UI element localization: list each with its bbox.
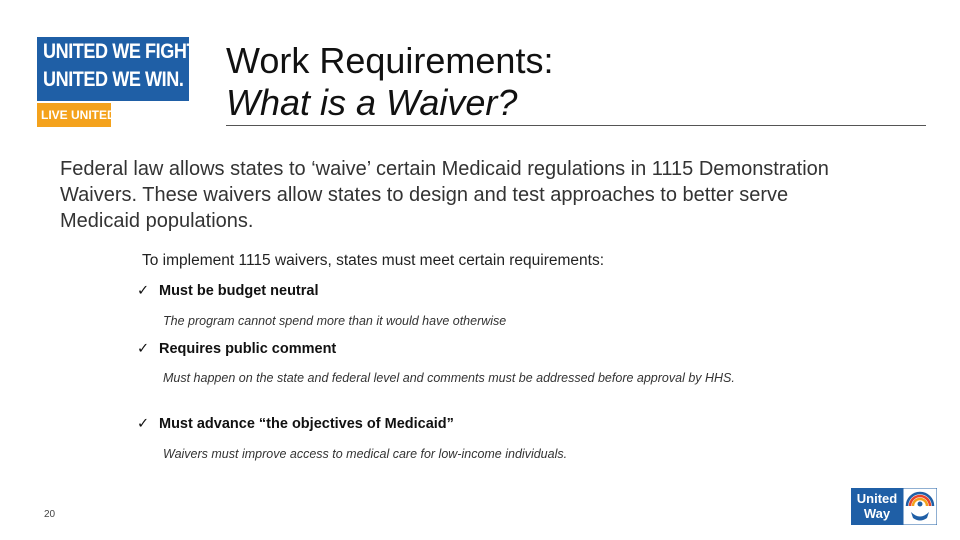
requirement-item (137, 341, 336, 357)
checkmark-icon: ✓ (137, 283, 150, 299)
united-way-hand-icon (903, 488, 937, 525)
requirement-item (137, 283, 319, 299)
logo-line-1: UNITED WE FIGHT. (43, 40, 200, 63)
united-way-line-2: Way (863, 506, 891, 521)
requirement-label: Requires public comment (159, 341, 337, 357)
requirement-note: Must happen on the state and federal level and comments must be addressed before approval by HHS. (163, 371, 735, 385)
requirement-note: The program cannot spend more than it would have otherwise (163, 314, 507, 328)
requirement-note: Waivers must improve access to medical care for low-income individuals. (163, 447, 568, 461)
title-subtitle: What is a Waiver? (226, 82, 518, 123)
united-way-wordmark (851, 488, 903, 525)
united-way-logo (851, 488, 937, 525)
requirement-label: Must advance “the objectives of Medicaid” (159, 416, 454, 432)
checkmark-icon: ✓ (137, 416, 150, 432)
page-number: 20 (44, 509, 56, 520)
logo-blue-panel (37, 37, 200, 101)
requirement-label: Must be budget neutral (159, 283, 319, 299)
united-we-fight-logo (37, 37, 200, 127)
title-divider (226, 125, 926, 126)
title-main: Work Requirements: (226, 40, 554, 81)
logo-line-2: UNITED WE WIN. (43, 68, 184, 91)
intro-paragraph: Federal law allows states to ‘waive’ certain Medicaid regulations in 1115 Demonstration Waivers. These waivers allow states to design and test approaches to better serve Medicaid populations. (60, 158, 829, 232)
slide-title (226, 40, 553, 124)
logo-tagline: LIVE UNITED (37, 103, 111, 127)
requirements-lead: To implement 1115 waivers, states must meet certain requirements: (142, 252, 605, 269)
checkmark-icon: ✓ (137, 341, 150, 357)
requirement-item (137, 416, 454, 432)
united-way-line-1: United (856, 491, 898, 506)
